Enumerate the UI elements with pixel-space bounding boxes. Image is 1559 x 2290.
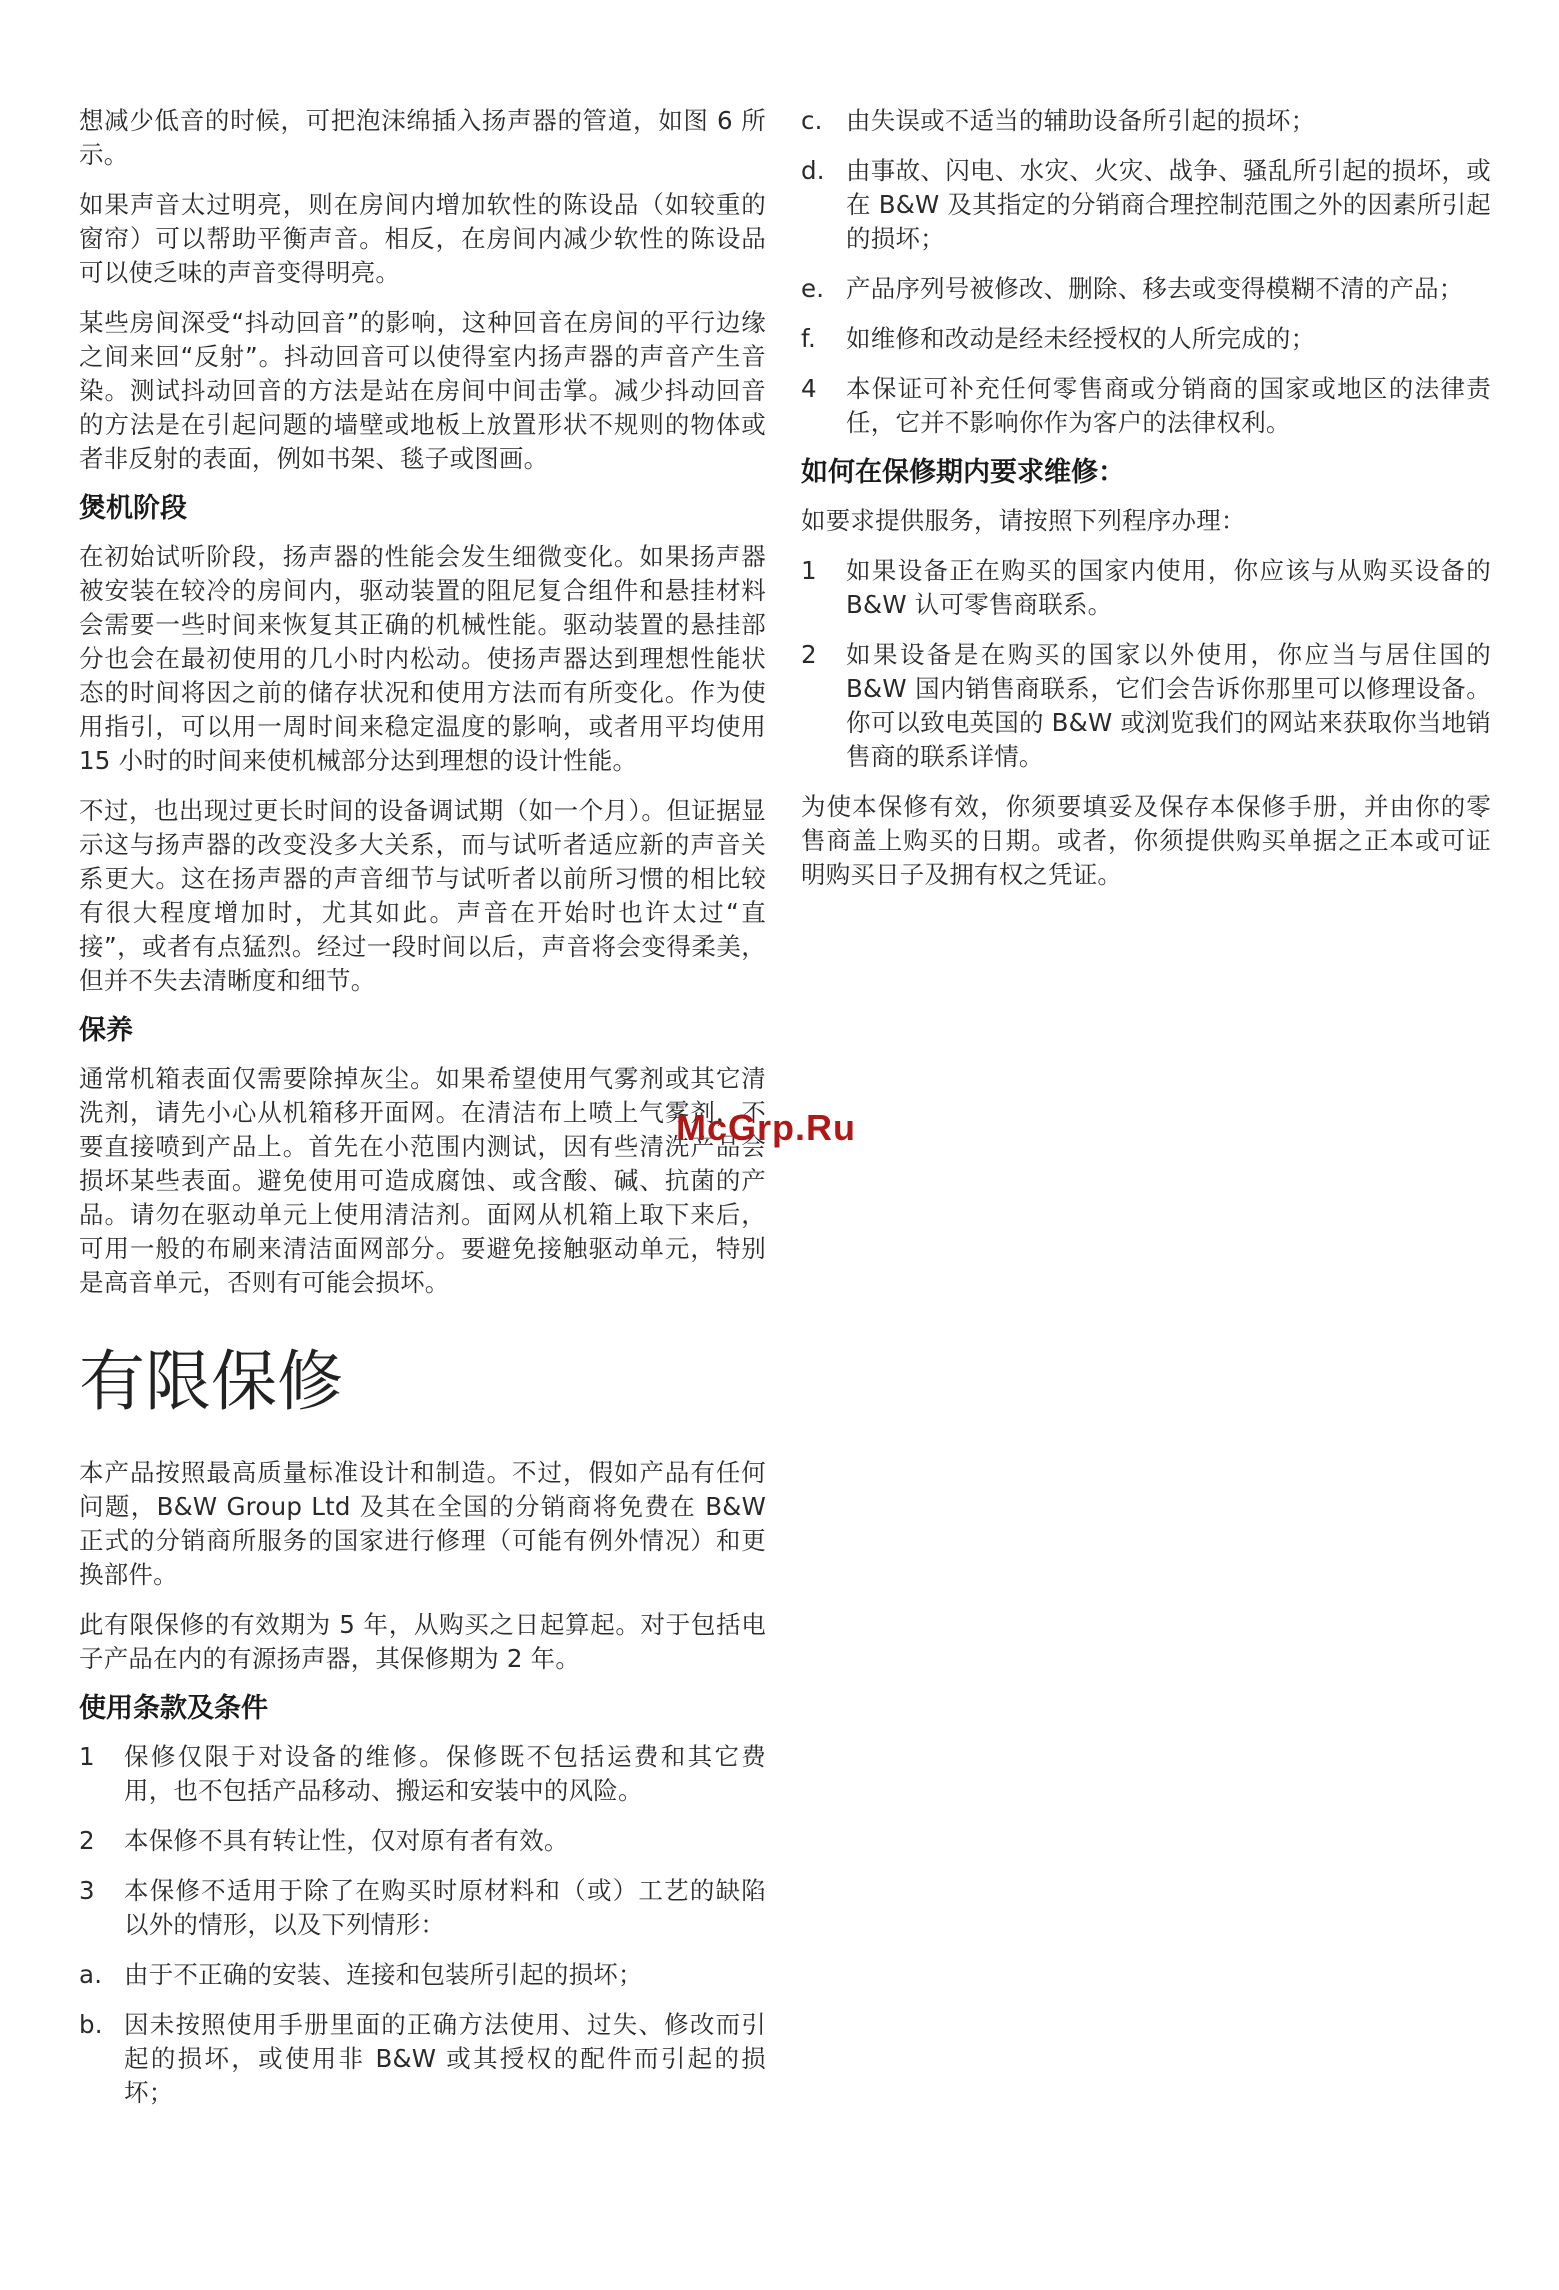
right-column xyxy=(801,104,1491,908)
terms-list xyxy=(79,1740,766,2110)
paragraph-break-in-period: 不过，也出现过更长时间的设备调试期（如一个月）。但证据显示这与扬声器的改变没多大关系，而与试听者适应新的声音关系更大。这在扬声器的声音细节与试听者以前所习惯的相比较有很大程度增加时，尤其如此。声音在开始时也许太过“直接”，或者有点猛烈。经过一段时间以后，声音将会变得柔美，但并不失去清晰度和细节。 xyxy=(79,796,766,995)
list-item-text: 本保修不具有转让性，仅对原有者有效。 xyxy=(124,1826,569,1855)
list-marker: 2 xyxy=(801,640,817,669)
list-item xyxy=(801,638,1491,774)
list-item xyxy=(79,1874,766,1942)
paragraph-bass-foam: 想减少低音的时候，可把泡沫绵插入扬声器的管道，如图 6 所示。 xyxy=(79,106,766,169)
list-item-text: 如维修和改动是经未经授权的人所完成的； xyxy=(846,324,1316,353)
list-marker: c. xyxy=(801,106,823,135)
list-item-text: 由于不正确的安装、连接和包装所引起的损坏； xyxy=(124,1960,643,1989)
heading-burn-in: 煲机阶段 xyxy=(79,493,187,524)
list-marker: 4 xyxy=(801,374,817,403)
heading-terms: 使用条款及条件 xyxy=(79,1693,268,1724)
service-steps-list xyxy=(801,554,1491,774)
list-marker: 2 xyxy=(79,1826,95,1855)
watermark: McGrp.Ru xyxy=(676,1107,857,1148)
list-item-text: 如果设备是在购买的国家以外使用，你应当与居住国的 B&W 国内销售商联系，它们会告诉你那里可以修理设备。你可以致电英国的 B&W 或浏览我们的网站来获取你当地销售商的联系详情。 xyxy=(846,640,1491,771)
paragraph-warranty-intro: 本产品按照最高质量标准设计和制造。不过，假如产品有任何问题，B&W Group Ltd 及其在全国的分销商将免费在 B&W 正式的分销商所服务的国家进行修理（可能有例外情况）和更换部件。 xyxy=(79,1458,766,1589)
heading-service: 如何在保修期内要求维修： xyxy=(801,457,1125,488)
list-item xyxy=(79,2008,766,2110)
paragraph-bright-sound: 如果声音太过明亮，则在房间内增加软性的陈设品（如较重的窗帘）可以帮助平衡声音。相反，在房间内减少软性的陈设品可以使乏味的声音变得明亮。 xyxy=(79,190,766,287)
list-marker: 1 xyxy=(79,1742,95,1771)
list-marker: 3 xyxy=(79,1876,95,1905)
list-item xyxy=(79,1824,766,1858)
list-marker: b. xyxy=(79,2010,103,2039)
list-marker: e. xyxy=(801,274,825,303)
list-item xyxy=(801,104,1491,138)
paragraph-flutter-echo: 某些房间深受“抖动回音”的影响，这种回音在房间的平行边缘之间来回“反射”。抖动回音可以使得室内扬声器的声音产生音染。测试抖动回音的方法是站在房间中间击掌。减少抖动回音的方法是在引起问题的墙壁或地板上放置形状不规则的物体或者非反射的表面，例如书架、毯子或图画。 xyxy=(79,308,766,473)
list-item-text: 因未按照使用手册里面的正确方法使用、过失、修改而引起的损坏，或使用非 B&W 或其授权的配件而引起的损坏； xyxy=(124,2010,766,2107)
list-item xyxy=(801,372,1491,440)
paragraph-warranty-period: 此有限保修的有效期为 5 年，从购买之日起算起。对于包括电子产品在内的有源扬声器，其保修期为 2 年。 xyxy=(79,1610,766,1673)
list-item-text: 本保证可补充任何零售商或分销商的国家或地区的法律责任，它并不影响你作为客户的法律权利。 xyxy=(846,374,1491,437)
left-column xyxy=(79,104,766,2126)
list-marker: 1 xyxy=(801,556,817,585)
list-item xyxy=(801,322,1491,356)
list-item-text: 本保修不适用于除了在购买时原材料和（或）工艺的缺陷以外的情形，以及下列情形： xyxy=(124,1876,766,1939)
paragraph-care: 通常机箱表面仅需要除掉灰尘。如果希望使用气雾剂或其它清洗剂，请先小心从机箱移开面网。在清洁布上喷上气雾剂，不要直接喷到产品上。首先在小范围内测试，因有些清洗产品会损坏某些表面。避免使用可造成腐蚀、或含酸、碱、抗菌的产品。请勿在驱动单元上使用清洁剂。面网从机箱上取下来后，可用一般的布刷来清洁面网部分。要避免接触驱动单元，特别是高音单元，否则有可能会损坏。 xyxy=(79,1064,766,1297)
list-item xyxy=(801,554,1491,622)
list-item-text: 由事故、闪电、水灾、火灾、战争、骚乱所引起的损坏，或在 B&W 及其指定的分销商合理控制范围之外的因素所引起的损坏； xyxy=(846,156,1491,253)
exclusions-list xyxy=(801,104,1491,440)
list-item xyxy=(79,1740,766,1808)
paragraph-validity: 为使本保修有效，你须要填妥及保存本保修手册，并由你的零售商盖上购买的日期。或者，你须提供购买单据之正本或可证明购买日子及拥有权之凭证。 xyxy=(801,792,1491,889)
list-marker: a. xyxy=(79,1960,103,1989)
heading-care: 保养 xyxy=(79,1015,133,1046)
list-marker: d. xyxy=(801,156,825,185)
list-item xyxy=(801,272,1491,306)
list-marker: f. xyxy=(801,324,817,353)
list-item-text: 如果设备正在购买的国家内使用，你应该与从购买设备的 B&W 认可零售商联系。 xyxy=(846,556,1491,619)
list-item-text: 产品序列号被修改、删除、移去或变得模糊不清的产品； xyxy=(846,274,1464,303)
list-item-text: 由失误或不适当的辅助设备所引起的损坏； xyxy=(846,106,1316,135)
heading-limited-warranty: 有限保修 xyxy=(79,1343,343,1420)
paragraph-burn-in: 在初始试听阶段，扬声器的性能会发生细微变化。如果扬声器被安装在较冷的房间内，驱动装置的阻尼复合组件和悬挂材料会需要一些时间来恢复其正确的机械性能。驱动装置的悬挂部分也会在最初使用的几小时内松动。使扬声器达到理想性能状态的时间将因之前的储存状况和使用方法而有所变化。作为使用指引，可以用一周时间来稳定温度的影响，或者用平均使用 15 小时的时间来使机械部分达到理想的设计性能。 xyxy=(79,542,766,775)
list-item xyxy=(801,154,1491,256)
paragraph-service-intro: 如要求提供服务，请按照下列程序办理： xyxy=(801,506,1246,535)
list-item xyxy=(79,1958,766,1992)
list-item-text: 保修仅限于对设备的维修。保修既不包括运费和其它费用，也不包括产品移动、搬运和安装中的风险。 xyxy=(124,1742,766,1805)
